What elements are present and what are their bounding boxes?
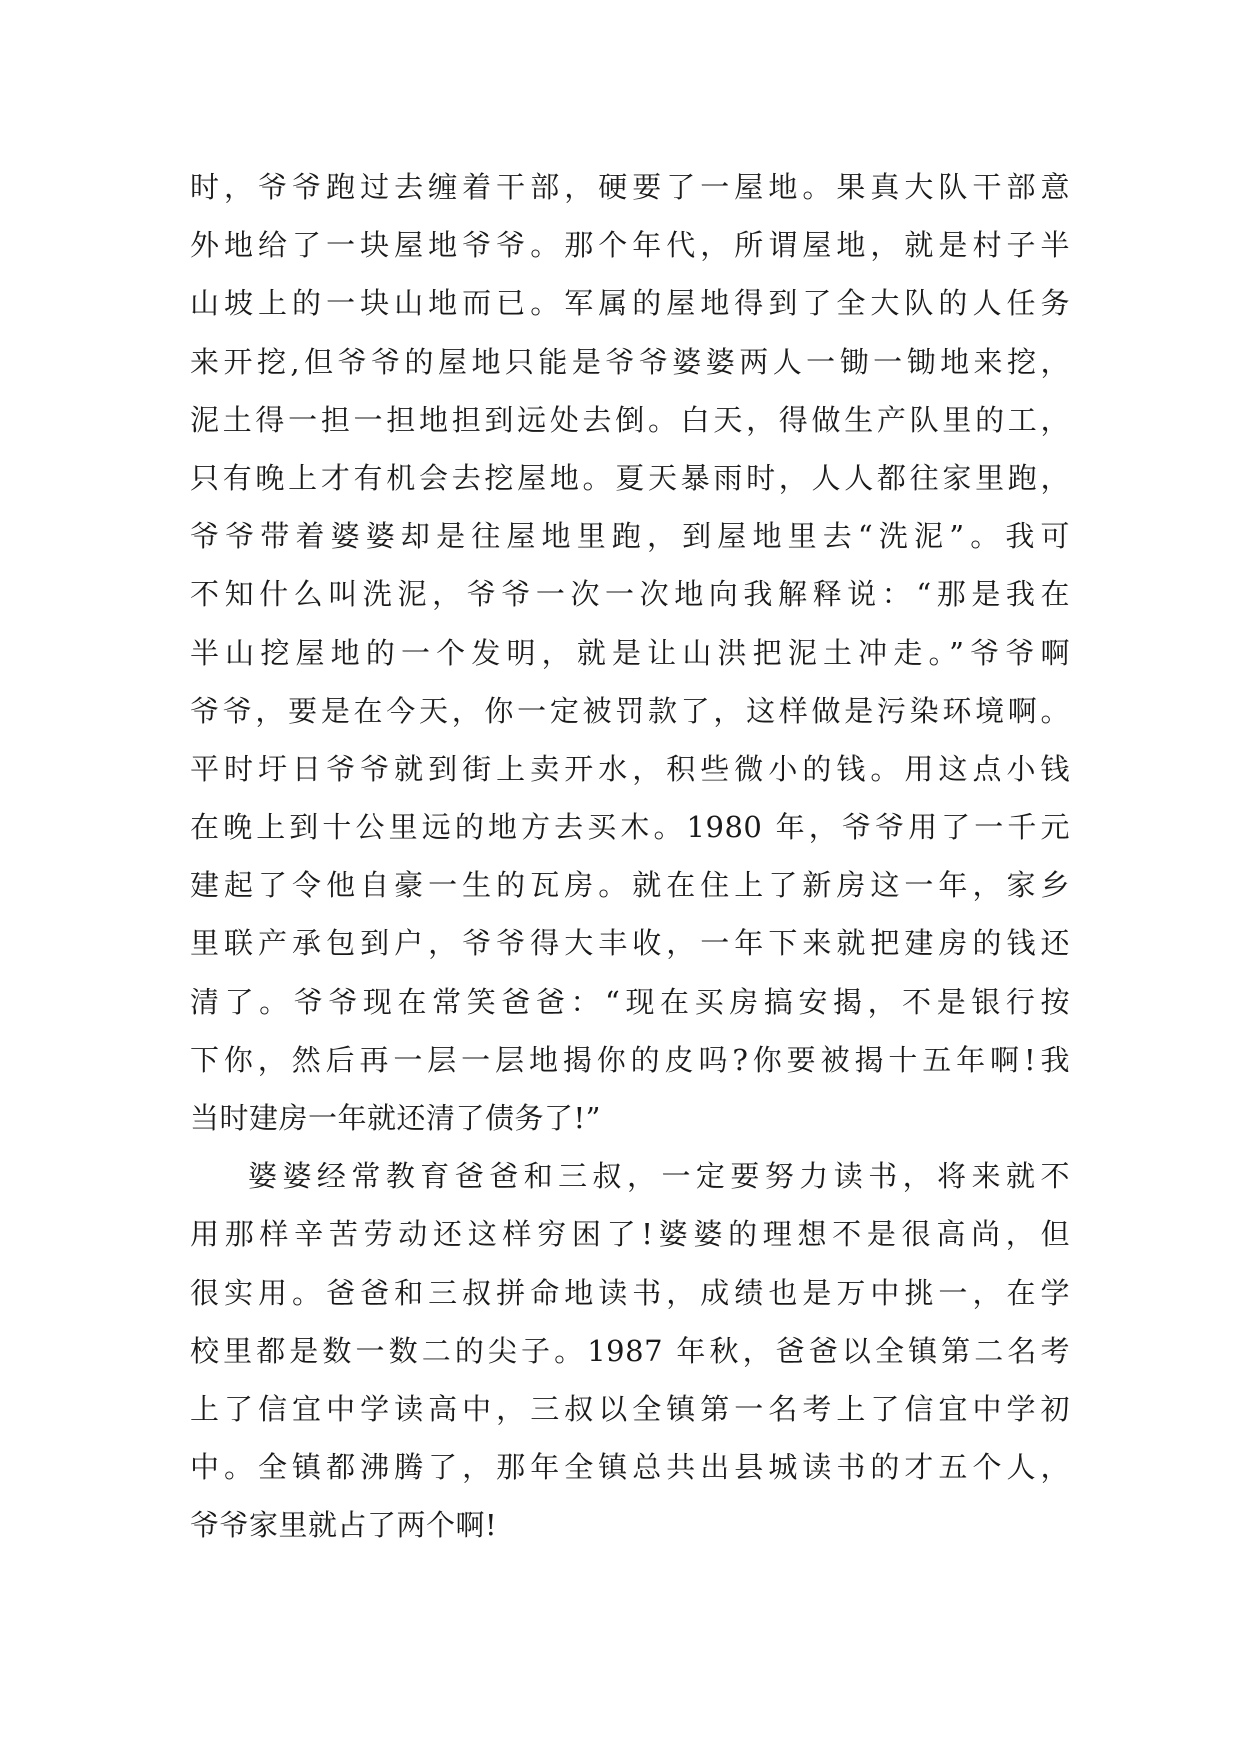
- text-line: 清了。爷爷现在常笑爸爸：“现在买房搞安揭，不是银行按: [190, 984, 1070, 1019]
- text-line: 建起了令他自豪一生的瓦房。就在住上了新房这一年，家乡: [190, 868, 1070, 903]
- text-line: 爷爷带着婆婆却是往屋地里跑，到屋地里去“洗泥”。我可: [190, 519, 1070, 554]
- paragraph-2: [190, 1147, 1070, 1554]
- paragraph-1: [190, 158, 1070, 1147]
- text-line: 只有晚上才有机会去挖屋地。夏天暴雨时，人人都往家里跑，: [190, 460, 1070, 495]
- text-line: 很实用。爸爸和三叔拼命地读书，成绩也是万中挑一，在学: [190, 1275, 1070, 1310]
- text-line: 半山挖屋地的一个发明，就是让山洪把泥土冲走。”爷爷啊: [190, 635, 1070, 670]
- text-line: 爷爷，要是在今天，你一定被罚款了，这样做是污染环境啊。: [190, 693, 1070, 728]
- text-line: 爷爷家里就占了两个啊!: [190, 1508, 498, 1543]
- text-line: 时，爷爷跑过去缠着干部，硬要了一屋地。果真大队干部意: [190, 170, 1070, 204]
- text-line: 中。全镇都沸腾了，那年全镇总共出县城读书的才五个人，: [190, 1450, 1070, 1485]
- text-line: 校里都是数一数二的尖子。1987 年秋，爸爸以全镇第二名考: [190, 1333, 1070, 1368]
- text-line: 山坡上的一块山地而已。军属的屋地得到了全大队的人任务: [190, 286, 1070, 321]
- text-line: 下你，然后再一层一层地揭你的皮吗?你要被揭十五年啊!我: [190, 1042, 1070, 1077]
- text-line: 外地给了一块屋地爷爷。那个年代，所谓屋地，就是村子半: [190, 228, 1070, 263]
- text-line: 在晚上到十公里远的地方去买木。1980 年，爷爷用了一千元: [190, 810, 1070, 845]
- text-line: 泥土得一担一担地担到远处去倒。白天，得做生产队里的工，: [190, 402, 1070, 437]
- text-line: 婆婆经常教育爸爸和三叔，一定要努力读书，将来就不: [248, 1159, 1070, 1194]
- text-line: 当时建房一年就还清了债务了!”: [190, 1101, 601, 1135]
- body-text: [190, 158, 1070, 1555]
- text-line: 来开挖,但爷爷的屋地只能是爷爷婆婆两人一锄一锄地来挖，: [190, 344, 1070, 379]
- text-line: 里联产承包到户，爷爷得大丰收，一年下来就把建房的钱还: [190, 926, 1070, 961]
- text-line: 不知什么叫洗泥，爷爷一次一次地向我解释说：“那是我在: [190, 577, 1070, 612]
- text-line: 平时圩日爷爷就到街上卖开水，积些微小的钱。用这点小钱: [190, 751, 1070, 786]
- text-line: 上了信宜中学读高中，三叔以全镇第一名考上了信宜中学初: [190, 1391, 1070, 1426]
- text-line: 用那样辛苦劳动还这样穷困了!婆婆的理想不是很高尚，但: [190, 1217, 1070, 1252]
